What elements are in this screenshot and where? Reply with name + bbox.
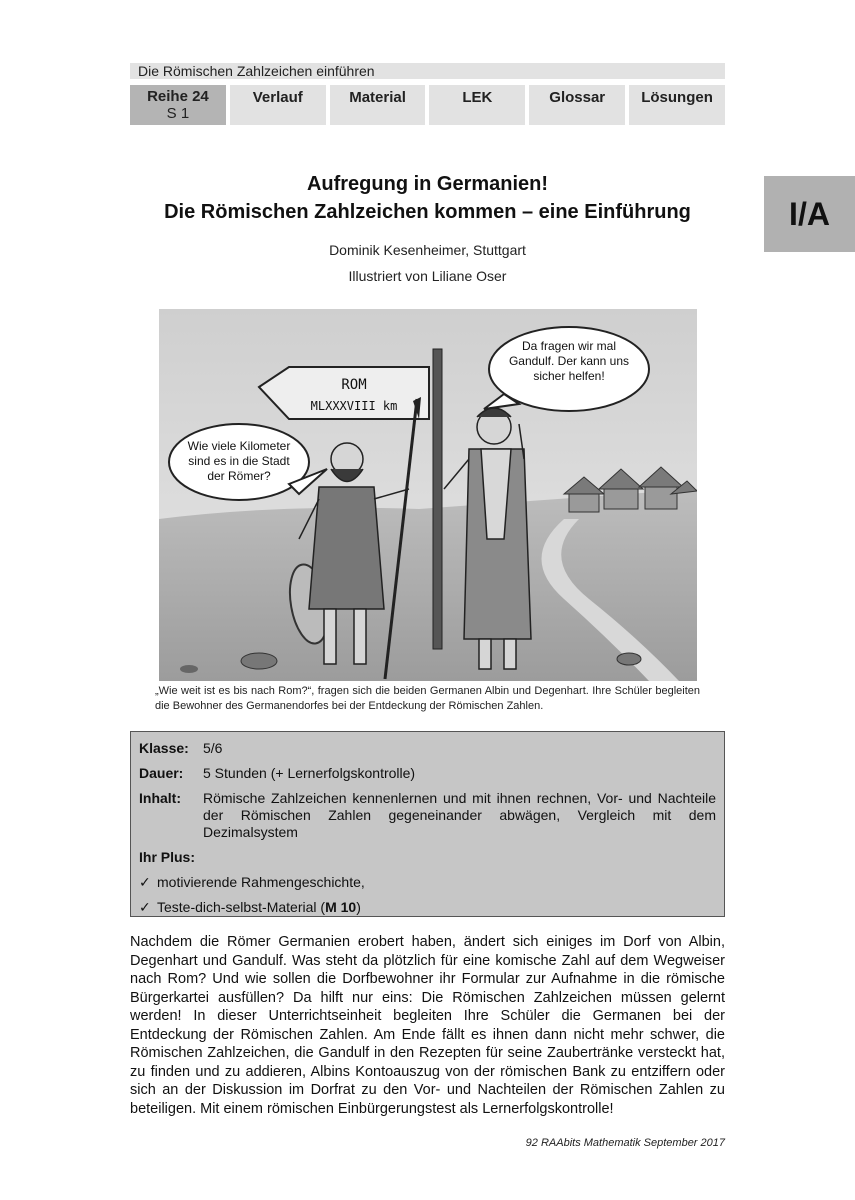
sign-text-rom: ROM — [341, 377, 367, 393]
plus-item-2-suffix: ) — [356, 899, 361, 915]
klasse-value: 5/6 — [203, 740, 223, 756]
title-line-2: Die Römischen Zahlzeichen kommen – eine Einführung — [164, 201, 691, 223]
plus-label: Ihr Plus: — [139, 849, 196, 865]
series-title-bar: Die Römischen Zahlzeichen einführen — [130, 63, 725, 79]
footer: 92 RAAbits Mathematik September 2017 — [525, 1137, 725, 1149]
body-paragraph: Nachdem die Römer Germanien erobert haben, ändert sich einiges im Dorf von Albin, Degenhart und Gandulf. Was steht da plötzlich für eine komische Zahl auf dem Wegweiser nach Rom? Und wie sollen die Dorfbewohner ihr Formular zur Aufnahme in die römische Bürgerkartei ausfüllen? Da hilft nur eins: Die Römischen Zahlzeichen müssen gelernt werden! In dieser Unterrichtseinheit begleiten Ihre Schüler die Germanen bei der Entdeckung der Römischen Zahlen. Am Ende fällt es ihnen dann nicht mehr schwer, die Römischen Zahlzeichen, die Gandulf in den Rezepten für seine Zaubertränke versteckt hat, zu finden und zu addieren, Albins Kontoauszug von der römischen Bank zu entziffern oder sich an der Diskussion im Dorfrat zu den Vor- und Nachteilen der Römischen Zahlen zu beteiligen. Mit einem römischen Einbürgerungstest als Lernerfolgskontrolle! — [130, 934, 725, 1117]
illustration-caption: „Wie weit ist es bis nach Rom?“, fragen sich die beiden Germanen Albin und Degenhart. Ihre Schüler begleiten die Bewohner des Germanendorfes bei der Entdeckung der Römischen Zahlen. — [155, 685, 700, 712]
title-line-1: Aufregung in Germanien! — [306, 173, 549, 195]
page-title — [130, 170, 725, 226]
tab-reihe[interactable] — [130, 85, 226, 125]
plus-item-2-text — [157, 899, 361, 916]
inhalt-value: Römische Zahlzeichen kennenlernen und mit ihnen rechnen, Vor- und Nachteile der Römischen Zahlen gegeneinander abwägen, Vergleich mit dem Dezimalsystem — [203, 790, 716, 840]
info-dauer — [139, 765, 716, 782]
speech-text-right: Da fragen wir mal Gandulf. Der kann uns sicher helfen! — [508, 339, 630, 383]
klasse-label: Klasse: — [139, 740, 189, 756]
dauer-value: 5 Stunden (+ Lernerfolgskontrolle) — [203, 765, 416, 781]
info-box — [130, 731, 725, 917]
dauer-label: Dauer: — [139, 765, 184, 781]
tab-reihe-page: S 1 — [166, 105, 190, 122]
info-klasse — [139, 740, 716, 757]
inhalt-label: Inhalt: — [139, 790, 181, 806]
sign-text-distance: MLXXXVIII km — [310, 399, 398, 413]
info-inhalt — [139, 790, 716, 841]
plus-item-1 — [139, 874, 716, 891]
check-icon: ✓ — [139, 874, 151, 890]
section-marker: I/A — [764, 176, 855, 252]
plus-item-1-text: motivierende Rahmengeschichte, — [157, 874, 365, 890]
illustrator: Illustriert von Liliane Oser — [348, 268, 507, 284]
author: Dominik Kesenheimer, Stuttgart — [329, 242, 526, 258]
plus-item-2-prefix: Teste-dich-selbst-Material ( — [157, 899, 326, 915]
tab-material[interactable]: Material — [330, 85, 426, 125]
illustration — [159, 309, 697, 681]
tab-lek[interactable]: LEK — [429, 85, 525, 125]
tab-reihe-label: Reihe 24 — [147, 88, 209, 105]
tab-glossar[interactable]: Glossar — [529, 85, 625, 125]
plus-item-2-bold: M 10 — [325, 899, 357, 915]
plus-item-2 — [139, 899, 716, 916]
tab-verlauf[interactable]: Verlauf — [230, 85, 326, 125]
check-icon: ✓ — [139, 899, 151, 915]
nav-tabs — [130, 85, 725, 125]
speech-text-left: Wie viele Kilometer sind es in die Stadt der Römer? — [187, 439, 291, 483]
tab-loesungen[interactable]: Lösungen — [629, 85, 725, 125]
